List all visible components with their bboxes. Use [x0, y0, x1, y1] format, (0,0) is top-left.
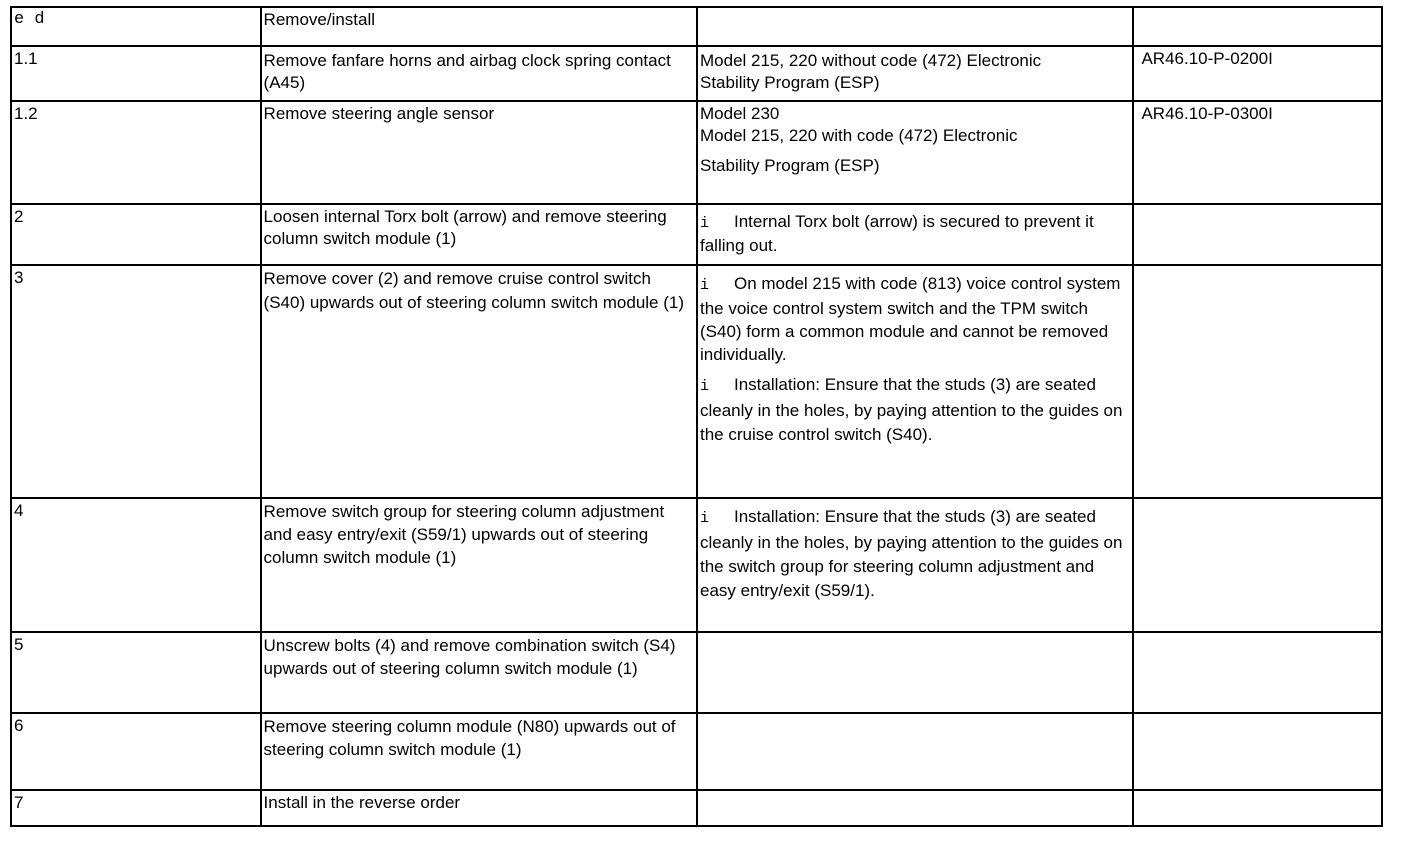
step-reference [1133, 713, 1382, 790]
step-notes [697, 498, 1133, 632]
note [700, 505, 1130, 603]
header-step-cell: e d [11, 7, 261, 46]
info-icon: i [700, 215, 710, 232]
note [700, 373, 1130, 447]
table-row [11, 101, 1382, 204]
step-reference [1133, 498, 1382, 632]
step-number: 6 [11, 713, 261, 790]
step-number: 3 [11, 265, 261, 498]
condition-line: Model 215, 220 with code (472) Electronic [700, 126, 1018, 145]
header-reference-cell [1133, 7, 1382, 46]
table-row [11, 498, 1382, 632]
table-row [11, 46, 1382, 101]
condition-line: Stability Program (ESP) [700, 73, 880, 92]
step-reference [1133, 101, 1382, 204]
reference-link[interactable]: AR46.10-P-0200I [1141, 49, 1273, 68]
table-row [11, 204, 1382, 265]
step-reference [1133, 265, 1382, 498]
step-number: 7 [11, 790, 261, 826]
step-number: 1.1 [11, 46, 261, 101]
step-number: 4 [11, 498, 261, 632]
step-condition [697, 46, 1133, 101]
step-action: Remove steering angle sensor [261, 101, 697, 204]
step-action: Remove fanfare horns and airbag clock spring contact (A45) [261, 46, 697, 101]
step-action: Install in the reverse order [261, 790, 697, 826]
header-action-cell: Remove/install [261, 7, 697, 46]
info-icon: i [700, 510, 710, 527]
step-notes [697, 265, 1133, 498]
table-row [11, 790, 1382, 826]
info-icon: i [700, 277, 710, 294]
step-action: Remove cover (2) and remove cruise control switch (S40) upwards out of steering column switch module (1) [261, 265, 697, 498]
condition-line: Model 230 [700, 104, 780, 123]
table-row [11, 265, 1382, 498]
step-reference [1133, 790, 1382, 826]
step-action: Unscrew bolts (4) and remove combination switch (S4) upwards out of steering column switch module (1) [261, 632, 697, 713]
step-action: Remove switch group for steering column adjustment and easy entry/exit (S59/1) upwards out of steering column switch module (1) [261, 498, 697, 632]
condition-line: Stability Program (ESP) [700, 156, 880, 175]
step-condition [697, 632, 1133, 713]
table-header-row [11, 7, 1382, 46]
step-action: Loosen internal Torx bolt (arrow) and remove steering column switch module (1) [261, 204, 697, 265]
step-reference [1133, 46, 1382, 101]
step-number: 2 [11, 204, 261, 265]
reference-link[interactable]: AR46.10-P-0300I [1141, 104, 1273, 123]
note [700, 211, 1130, 257]
step-action: Remove steering column module (N80) upwards out of steering column switch module (1) [261, 713, 697, 790]
step-reference [1133, 204, 1382, 265]
info-icon: i [700, 378, 710, 395]
step-reference [1133, 632, 1382, 713]
note [700, 272, 1130, 366]
note-text: On model 215 with code (813) voice control system the voice control system switch and the TPM switch (S40) form a common module and cannot be removed individually. [700, 274, 1121, 364]
step-condition [697, 713, 1133, 790]
step-notes [697, 204, 1133, 265]
step-number: 1.2 [11, 101, 261, 204]
header-condition-cell [697, 7, 1133, 46]
note-text: Installation: Ensure that the studs (3) are seated cleanly in the holes, by paying attention to the guides on the cruise control switch (S40). [700, 375, 1123, 444]
note-text: Internal Torx bolt (arrow) is secured to prevent it falling out. [700, 212, 1094, 255]
step-condition [697, 101, 1133, 204]
step-condition [697, 790, 1133, 826]
table-row [11, 632, 1382, 713]
step-number: 5 [11, 632, 261, 713]
procedure-table [10, 6, 1383, 827]
note-text: Installation: Ensure that the studs (3) are seated cleanly in the holes, by paying attention to the guides on the switch group for steering column adjustment and easy entry/exit (S59/1). [700, 507, 1123, 600]
condition-line: Model 215, 220 without code (472) Electronic [700, 51, 1042, 70]
table-row [11, 713, 1382, 790]
